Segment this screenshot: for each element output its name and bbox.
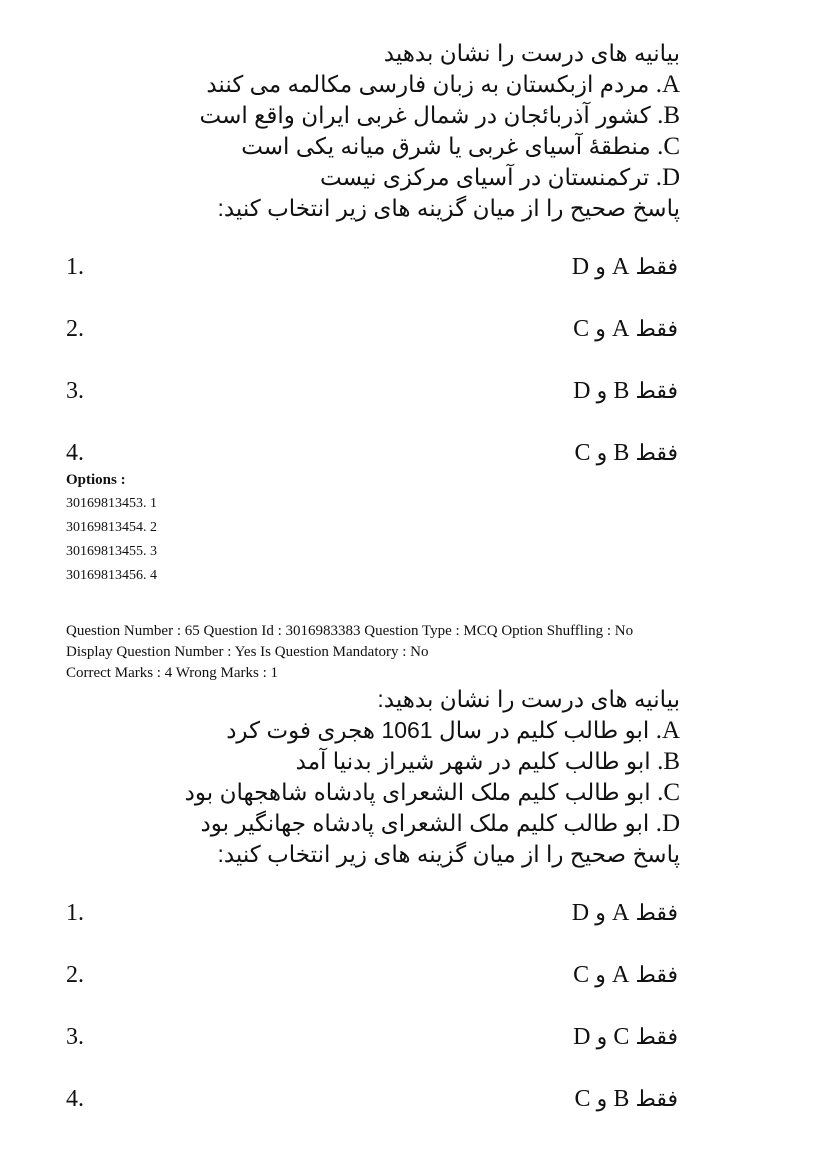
statement-b: B. کشور آذربائجان در شمال غربی ایران واقع است (199, 102, 680, 129)
option-text: فقط A و C (573, 962, 678, 988)
option-text: فقط B و D (573, 378, 678, 404)
statement-c: C. ابو طالب کلیم ملک الشعرای پادشاه شاهجهان بود (184, 779, 680, 806)
option-number: 4. (66, 440, 84, 466)
option-text: فقط C و D (573, 1024, 678, 1050)
option-number: 2. (66, 962, 84, 988)
option-number: 4. (66, 1086, 84, 1112)
meta-line-3: Correct Marks : 4 Wrong Marks : 1 (66, 665, 278, 681)
answer-option[interactable] (66, 378, 678, 412)
question-stem: بیانیه های درست را نشان بدهید (383, 40, 680, 66)
option-ids (66, 492, 157, 588)
answer-option[interactable] (66, 1086, 678, 1120)
option-number: 1. (66, 900, 84, 926)
options-label: Options : (66, 472, 126, 488)
statement-b: B. ابو طالب کلیم در شهر شیراز بدنیا آمد (295, 748, 680, 775)
option-text: فقط A و C (573, 316, 678, 342)
answer-option[interactable] (66, 254, 678, 288)
question-prompt: پاسخ صحیح را از میان گزینه های زیر انتخاب کنید: (217, 841, 680, 867)
option-number: 1. (66, 254, 84, 280)
statement-c: C. منطقهٔ آسیای غربی یا شرق میانه یکی است (241, 133, 680, 160)
question-1-text (200, 38, 680, 224)
question-2-text (185, 684, 680, 870)
option-text: فقط B و C (574, 1086, 678, 1112)
option-number: 3. (66, 378, 84, 404)
statement-a: A. مردم ازبکستان به زبان فارسی مکالمه می کنند (206, 71, 680, 98)
answer-option[interactable] (66, 962, 678, 996)
option-id: 30169813454. 2 (66, 520, 157, 535)
statement-a: A. ابو طالب کلیم در سال 1061 هجری فوت کرد (226, 717, 680, 744)
question-meta (66, 621, 633, 684)
answer-option[interactable] (66, 1024, 678, 1058)
question-stem: بیانیه های درست را نشان بدهید: (377, 686, 680, 712)
option-id: 30169813456. 4 (66, 568, 157, 583)
question-prompt: پاسخ صحیح را از میان گزینه های زیر انتخاب کنید: (217, 195, 680, 221)
statement-d: D. ابو طالب کلیم ملک الشعرای پادشاه جهانگیر بود (200, 810, 680, 837)
option-number: 3. (66, 1024, 84, 1050)
statement-d: D. ترکمنستان در آسیای مرکزی نیست (320, 164, 680, 191)
option-text: فقط A و D (571, 900, 678, 926)
option-text: فقط B و C (574, 440, 678, 466)
option-id: 30169813453. 1 (66, 496, 157, 511)
option-id: 30169813455. 3 (66, 544, 157, 559)
answer-option[interactable] (66, 440, 678, 474)
option-number: 2. (66, 316, 84, 342)
answer-option[interactable] (66, 316, 678, 350)
meta-line-2: Display Question Number : Yes Is Question Mandatory : No (66, 644, 429, 660)
meta-line-1: Question Number : 65 Question Id : 3016983383 Question Type : MCQ Option Shuffling : No (66, 623, 634, 639)
answer-option[interactable] (66, 900, 678, 934)
option-text: فقط A و D (571, 254, 678, 280)
